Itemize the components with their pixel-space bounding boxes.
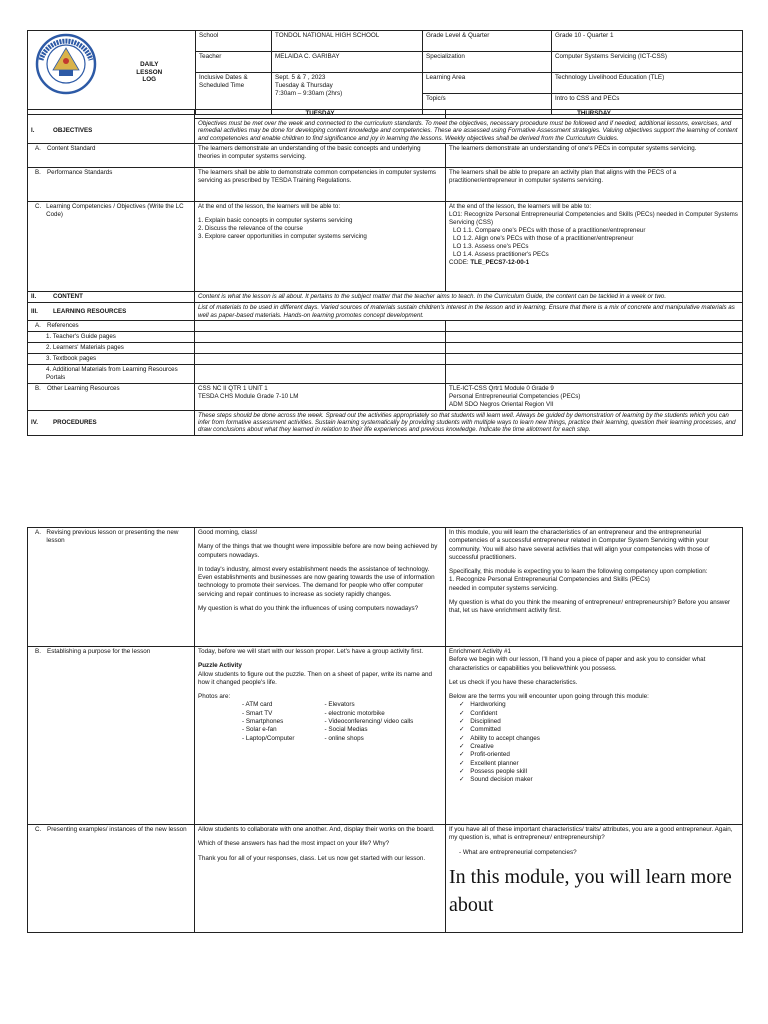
header-table [27, 30, 743, 115]
logo-cell [28, 31, 104, 115]
traits-checklist [449, 701, 739, 784]
competencies-thursday: At the end of the lesson, the learners will be able to: LO1: Recognize Personal Entrepreneurial Competencies and Skills (PECs) needed in Computer Systems Servicing (CSS) LO 1.1. Compare one's PECs with those of a practitioner/entrepreneur LO 1.2. Align one's PECs with those of a practitioner/entrepreneur LO 1.3. Assess one's PECs LO 1.4. Assess practitioner's PECs CODE: TLE_PECS7-12-00-1 [446, 202, 743, 292]
check-icon: ✓ Possess people skill [471, 768, 739, 776]
procedure-a-tuesday: Good morning, class! Many of the things that we thought were impossible before are now being achieved by computers nowadays. In today's industry, almost every establishment needs the assistance of technology. Even establishments and businesses are now gearing towards the use of information technology to promote their services. The demand for people who offer computer servicing and repair continues to increase as society rapidly changes. My question is what do you think the influences of using computers nowadays? [195, 528, 446, 647]
column-tuesday: TUESDAY [195, 110, 446, 119]
other-resources-label: B. Other Learning Resources [28, 383, 195, 410]
performance-standards-label: B. Performance Standards [28, 168, 195, 202]
topics-value: Intro to CSS and PECs [552, 94, 743, 115]
teachers-guide-label: 1. Teacher's Guide pages [28, 332, 195, 343]
specialization-value: Computer Systems Servicing (ICT-CSS) [552, 52, 743, 73]
textbook-pages-label: 3. Textbook pages [28, 353, 195, 364]
performance-standards-thursday: The learners shall be able to prepare an activity plan that aligns with the PECS of a practitioner/entrepreneur in computer systems servicing. [446, 168, 743, 202]
learning-area-value: Technology Livelihood Education (TLE) [552, 73, 743, 94]
check-icon: ✓ Profit-oriented [471, 751, 739, 759]
section-objectives: I. OBJECTIVES [28, 118, 195, 143]
additional-materials-label: 4. Additional Materials from Learning Resources Portals [28, 364, 195, 383]
check-icon: ✓ Creative [471, 743, 739, 751]
grade-level-value: Grade 10 - Quarter 1 [552, 31, 743, 52]
specialization-label: Specialization [423, 52, 552, 73]
procedures-table [27, 527, 743, 933]
check-icon: ✓ Hardworking [471, 701, 739, 709]
grade-level-label: Grade Level & Quarter [423, 31, 552, 52]
performance-standards-tuesday: The learners shall be able to demonstrate common competencies in computer systems servicing as prescribed by TESDA Training Regulations. [195, 168, 446, 202]
procedure-c-label: C. Presenting examples/ instances of the new lesson [28, 825, 195, 933]
procedure-b-tuesday: Today, before we will start with our lesson proper. Let's have a group activity first. Puzzle Activity Allow students to figure out the puzzle. Then on a sheet of paper, write its name and how it changed people's life. Photos are: - ATM card - Smart TV - Smartphones - Solar e-fan - Laptop/Computer - Elevators - electronic motorbike - Videoconferencing/ video calls - Social Medias - online shops [195, 647, 446, 825]
competencies-tuesday: At the end of the lesson, the learners will be able to: 1. Explain basic concepts in computer systems servicing 2. Discuss the relevance of the course 3. Explore career opportunities in computer systems servicing [195, 202, 446, 292]
procedure-a-label: A. Revising previous lesson or presenting the new lesson [28, 528, 195, 647]
other-resources-thursday: TLE-ICT-CSS Qrtr1 Module 0 Grade 9 Personal Entrepreneurial Competencies (PECs) ADM SDO Negros Oriental Region VII [446, 383, 743, 410]
objectives-table [27, 109, 743, 436]
learning-resources-description: List of materials to be used in different days. Varied sources of materials sustain children's interest in the lesson and in learning. Ensure that there is a mix of concrete and manipulative materials as well as paper-based materials. Hands-on learning promotes concept development. [195, 303, 743, 321]
dates-label: Inclusive Dates & Scheduled Time [196, 73, 272, 115]
content-standard-thursday: The learners demonstrate an understanding of one's PECs in computer systems servicing. [446, 144, 743, 168]
teacher-value: MELAIDA C. GARIBAY [272, 52, 423, 73]
content-standard-tuesday: The learners demonstrate an understanding of the basic concepts and underlying theories in computer systems servicing. [195, 144, 446, 168]
column-thursday: THURSDAY [446, 110, 743, 119]
check-icon: ✓ Excellent planner [471, 760, 739, 768]
dates-value: Sept. 5 & 7 , 2023 Tuesday & Thursday 7:30am – 9:30am (2hrs) [272, 73, 423, 115]
content-description: Content is what the lesson is all about. It pertains to the subject matter that the teacher aims to teach. In the Curriculum Guide, the content can be tackled in a week or two. [195, 292, 743, 303]
check-icon: ✓ Sound decision maker [471, 776, 739, 784]
check-icon: ✓ Disciplined [471, 718, 739, 726]
lc-code: CODE: TLE_PECS7-12-00-1 [449, 258, 530, 266]
learning-area-label: Learning Area [423, 73, 552, 94]
procedure-b-label: B. Establishing a purpose for the lesson [28, 647, 195, 825]
objectives-description: Objectives must be met over the week and connected to the curriculum standards. To meet the objectives, necessary procedure must be followed and if needed, additional lessons, exercises, and remedial activities may be done for developing content knowledge and competencies. These are assessed using Formative Assessment strategies. Valuing objectives support the learning of content and competencies and enable children to find significance and joy in learning the lessons. Weekly objectives shall be derived from the Curriculum Guides. [195, 118, 743, 143]
daily-lesson-log-title: DAILY LESSON LOG [104, 31, 196, 115]
section-procedures: IV. PROCEDURES [28, 410, 195, 435]
procedure-b-thursday: Enrichment Activity #1 Before we begin with our lesson, I'll hand you a piece of paper and ask you to consider what characteristics or capabilities you believe/think you possess. Let us check if you have these characteristics. Below are the terms you will encounter upon going through this module: ✓ Hardworking ✓ Confident ✓ Disciplined ✓ Committed ✓ Ability to accept changes ✓ Creative ✓ Profit-oriented ✓ Excellent planner ✓ Possess people skill ✓ Sound decision maker [446, 647, 743, 825]
deped-seal-logo [31, 32, 101, 96]
teacher-label: Teacher [196, 52, 272, 73]
procedure-a-thursday: In this module, you will learn the characteristics of an entrepreneur and the entrepreneurial competencies of a successful entrepreneur related in Computer System Servicing within your community. You will also have several activities that will align your competencies with those of successful practitioners. Specifically, this module is expecting you to learn the following competency upon completion: 1. Recognize Personal Entrepreneurial Competencies and Skills (PECs) needed in computer systems servicing. My question is what do you think the meaning of entrepreneur/ entrepreneurship? Before you answer that, let us have enrichment activity first. [446, 528, 743, 647]
check-icon: ✓ Confident [471, 710, 739, 718]
check-icon: ✓ Committed [471, 726, 739, 734]
other-resources-tuesday: CSS NC II QTR 1 UNIT 1 TESDA CHS Module Grade 7-10 LM [195, 383, 446, 410]
large-text-excerpt: In this module, you will learn more about [449, 865, 732, 916]
puzzle-activity-title: Puzzle Activity [198, 662, 242, 670]
procedures-description: These steps should be done across the week. Spread out the activities appropriately so that students will learn well. Always be guided by demonstration of learning by the students which you can infer from formative assessment activities. Sustain learning systematically by providing students with multiple ways to learn new things, practice their learning, question their learning processes, and draw conclusions about what they learned in relation to their life experiences and previous knowledge. Indicate the time allotment for each step. [195, 410, 743, 435]
school-label: School [196, 31, 272, 52]
section-learning-resources: III. LEARNING RESOURCES [28, 303, 195, 321]
procedure-c-tuesday: Allow students to collaborate with one another. And, display their works on the board. Which of these answers has had the most impact on your life? Why? Thank you for all of your responses, class. Let us now get started with our lesson. [195, 825, 446, 933]
content-standard-label: A. Content Standard [28, 144, 195, 168]
competencies-label: C. Learning Competencies / Objectives (Write the LC Code) [28, 202, 195, 292]
topics-label: Topic/s [423, 94, 552, 115]
learners-materials-label: 2. Learners' Materials pages [28, 342, 195, 353]
photos-list: - ATM card - Smart TV - Smartphones - Solar e-fan - Laptop/Computer - Elevators - electronic motorbike - Videoconferencing/ video calls - Social Medias - online shops [242, 701, 414, 742]
references-label: A. References [28, 321, 195, 332]
section-content: II. CONTENT [28, 292, 195, 303]
procedure-c-thursday: If you have all of these important characteristics/ traits/ attributes, you are a good entrepreneur. Again, my question is, what is entrepreneur/ entrepreneurship? - What are entrepreneurial competencies? In this module, you will learn more about [446, 825, 743, 933]
school-value: TONDOL NATIONAL HIGH SCHOOL [272, 31, 423, 52]
check-icon: ✓ Ability to accept changes [471, 735, 739, 743]
